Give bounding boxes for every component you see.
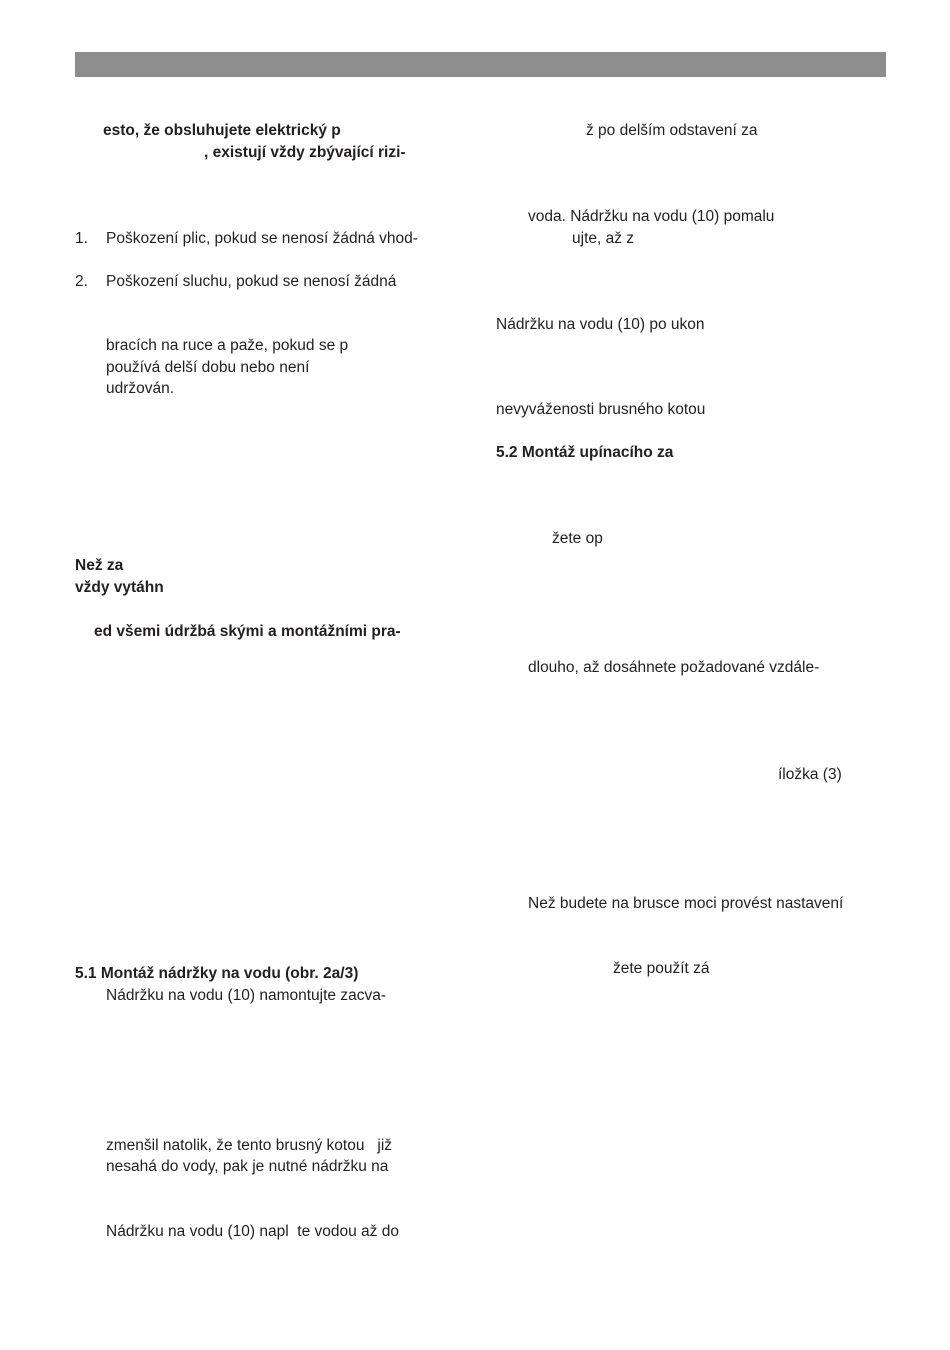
right-line-7: dlouho, až dosáhnete požadované vzdále-	[528, 659, 820, 676]
warning-line-3: ed všemi údržbá skými a montážními pra-	[94, 623, 401, 640]
paragraph-line-3: udržován.	[106, 380, 175, 397]
list-item-1-number: 1.	[75, 230, 88, 247]
list-item-1-text: Poškození plic, pokud se nenosí žádná vhod-	[106, 230, 418, 247]
list-item-2-text: Poškození sluchu, pokud se nenosí žádná	[106, 273, 397, 290]
right-line-4: Nádržku na vodu (10) po ukon	[496, 316, 705, 333]
list-item-2-number: 2.	[75, 273, 88, 290]
intro-line-1: esto, že obsluhujete elektrický p	[103, 122, 341, 139]
section-5-1-line-4: Nádržku na vodu (10) napl te vodou až do	[106, 1223, 399, 1240]
section-5-1-line-2: zmenšil natolik, že tento brusný kotou již	[106, 1137, 393, 1154]
right-line-2: voda. Nádržku na vodu (10) pomalu	[528, 208, 775, 225]
right-line-5: nevyváženosti brusného kotou	[496, 401, 706, 418]
section-5-2-heading: 5.2 Montáž upínacího za	[496, 444, 674, 461]
right-line-1: ž po delším odstavení za	[586, 122, 758, 139]
header-bar	[75, 52, 886, 77]
intro-line-2: , existují vždy zbývající rizi-	[204, 144, 406, 161]
warning-line-2: vždy vytáhn	[75, 579, 164, 596]
right-line-10: žete použít zá	[613, 960, 710, 977]
section-5-1-heading: 5.1 Montáž nádržky na vodu (obr. 2a/3)	[75, 965, 359, 982]
right-line-6: žete op	[552, 530, 603, 547]
paragraph-line-2: používá delší dobu nebo není	[106, 359, 310, 376]
right-line-9: Než budete na brusce moci provést nastavení	[528, 895, 844, 912]
section-5-1-line-3: nesahá do vody, pak je nutné nádržku na	[106, 1158, 389, 1175]
paragraph-line-1: bracích na ruce a paže, pokud se p	[106, 337, 349, 354]
right-line-3: ujte, až z	[572, 230, 635, 247]
warning-line-1: Než za	[75, 557, 124, 574]
section-5-1-line-1: Nádržku na vodu (10) namontujte zacva-	[106, 987, 387, 1004]
right-line-8: íložka (3)	[778, 766, 842, 783]
